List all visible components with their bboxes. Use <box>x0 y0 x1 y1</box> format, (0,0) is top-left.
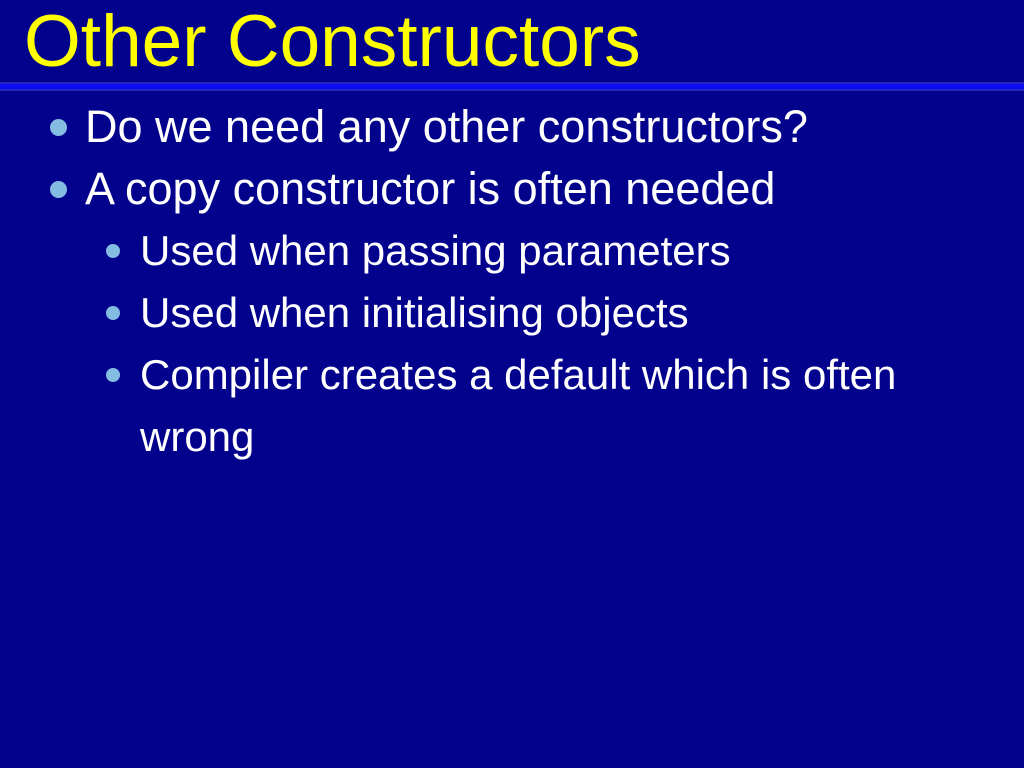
sub-bullet-item <box>0 220 1024 282</box>
slide-body <box>0 96 1024 468</box>
bullet-item <box>0 158 1024 220</box>
sub-bullet-item <box>0 344 1024 468</box>
bullet-icon <box>50 119 67 136</box>
bullet-icon <box>50 181 67 198</box>
sub-bullet-item <box>0 282 1024 344</box>
sub-bullet-text: Used when passing parameters <box>140 227 731 274</box>
bullet-text: A copy constructor is often needed <box>85 163 776 214</box>
slide-title: Other Constructors <box>24 1 641 82</box>
bullet-text: Do we need any other constructors? <box>85 101 808 152</box>
sub-bullet-text: Used when initialising objects <box>140 289 689 336</box>
bullet-item <box>0 96 1024 158</box>
sub-bullet-text: Compiler creates a default which is often wrong <box>140 351 897 460</box>
sub-bullet-icon <box>106 244 120 258</box>
sub-bullet-icon <box>106 306 120 320</box>
title-divider-rule <box>0 82 1024 91</box>
sub-bullet-icon <box>106 368 120 382</box>
